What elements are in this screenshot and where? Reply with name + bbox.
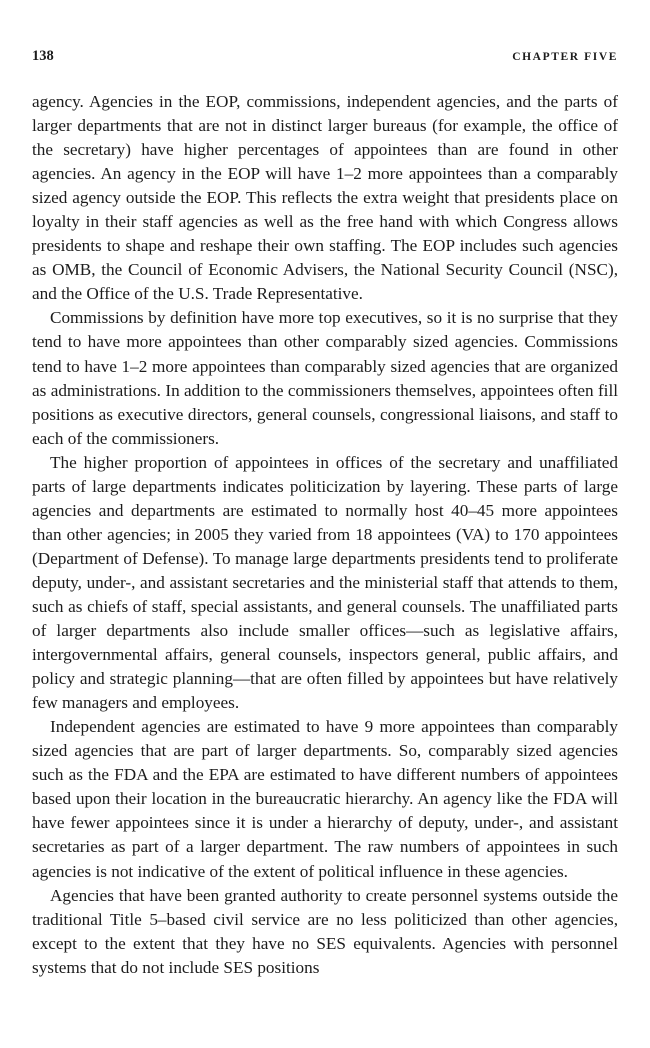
chapter-title: CHAPTER FIVE xyxy=(512,51,618,63)
page-number: 138 xyxy=(32,48,54,64)
paragraph: The higher proportion of appointees in offices of the secretary and unaffiliated parts of large departments indicates politicization by layering. These parts of large agencies and departments are estimated to normally host 40–45 more appointees than other agencies; in 2005 they varied from 18 appointees (VA) to 170 appointees (Department of Defense). To manage large departments presidents tend to proliferate deputy, under-, and assistant secretaries and the ministerial staff that attends to them, such as chiefs of staff, special assistants, and general counsels. The unaffiliated parts of larger departments also include smaller offices—such as legislative affairs, intergovernmental affairs, general counsels, inspectors general, public affairs, and policy and strategic planning—that are often filled by appointees but have relatively few managers and employees. xyxy=(32,452,618,713)
paragraph: Independent agencies are estimated to have 9 more appointees than comparably sized agencies that are part of larger departments. So, comparably sized agencies such as the FDA and the EPA are estimated to have different numbers of appointees based upon their location in the bureaucratic hierarchy. An agency like the FDA will have fewer appointees since it is under a hierarchy of deputy, under-, and assistant secretaries as part of a larger department. The raw numbers of appointees in such agencies is not indicative of the extent of political influence in these agencies. xyxy=(32,717,618,881)
running-head xyxy=(32,48,618,70)
paragraph: Agencies that have been granted authority to create personnel systems outside the traditional Title 5–based civil service are no less politicized than other agencies, except to the extent that they have no SES equivalents. Agencies with personnel systems that do not include SES positions xyxy=(32,885,618,977)
paragraph: agency. Agencies in the EOP, commissions, independent agencies, and the parts of larger departments that are not in distinct larger bureaus (for example, the office of the secretary) have higher percentages of appointees than are found in other agencies. An agency in the EOP will have 1–2 more appointees than a comparably sized agency outside the EOP. This reflects the extra weight that presidents place on loyalty in their staff agencies as well as the free hand with which Congress allows presidents to shape and reshape their own staffing. The EOP includes such agencies as OMB, the Council of Economic Advisers, the National Security Council (NSC), and the Office of the U.S. Trade Representative. xyxy=(32,92,618,304)
paragraph: Commissions by definition have more top executives, so it is no surprise that they tend to have more appointees than other comparably sized agencies. Commissions tend to have 1–2 more appointees than comparably sized agencies that are organized as administrations. In addition to the commissioners themselves, appointees often fill positions as executive directors, general counsels, congressional liaisons, and staff to each of the commissioners. xyxy=(32,308,618,448)
book-page xyxy=(32,48,618,980)
body-text xyxy=(32,90,618,980)
